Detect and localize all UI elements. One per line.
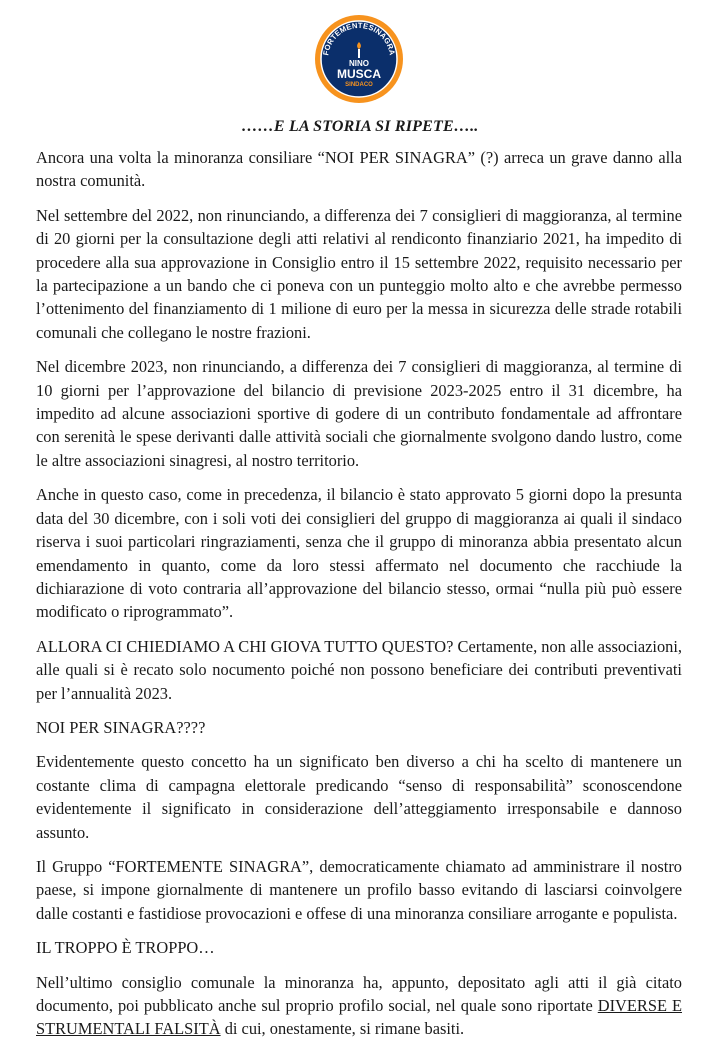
document-title: ……E LA STORIA SI RIPETE….. [241, 118, 479, 135]
paragraph-8: Il Gruppo “FORTEMENTE SINAGRA”, democraticamente chiamato ad amministrare il nostro paese, si impone giornalmente di mantenere un profilo basso evitando di lasciarsi coinvolgere dalle costanti e fastidiose provocazioni e offese di una minoranza consiliare arrogante e populista. [36, 856, 682, 923]
paragraph-10-end: di cui, onestamente, si rimane basiti. [220, 1019, 465, 1039]
campaign-logo [314, 14, 404, 104]
logo-name-first: NINO [349, 59, 369, 68]
paragraph-10 [36, 971, 682, 1041]
paragraph-7: Evidentemente questo concetto ha un significato ben diverso a chi ha scelto di mantenere un costante clima di campagna elettorale predicando “senso di responsabilità” sconoscendone evidentemente il significato in considerazione dell’atteggiamento irresponsabile e dannoso assunto. [36, 752, 682, 842]
paragraph-4: Anche in questo caso, come in precedenza, il bilancio è stato approvato 5 giorni dopo la presunta data del 30 dicembre, con i soli voti dei consiglieri del gruppo di maggioranza ai quali il sindaco riserva i suoi particolari ringraziamenti, senza che il gruppo di minoranza abbia presentato alcun emendamento in quanto, come da loro stessi affermato nel documento che racchiude la dichiarazione di voto contraria all’approvazione del bilancio stesso, ormai “nulla più può essere modificato o riprogrammato”. [36, 485, 682, 622]
paragraph-9: IL TROPPO È TROPPO… [36, 938, 215, 958]
paragraph-6: NOI PER SINAGRA???? [36, 717, 206, 737]
paragraph-10-underlined: DIVERSE E STRUMENTALI FALSITÀ [36, 996, 682, 1039]
paragraph-3: Nel dicembre 2023, non rinunciando, a differenza dei 7 consiglieri di maggioranza, al termine di 10 giorni per l’approvazione del bilancio di previsione 2023-2025 entro il 31 dicembre, ha impedito ad alcune associazioni sportive di godere di un contributo fondamentale ad affrontare con serenità le spese derivanti dalle attività sociali che giornalmente svolgono dando lustro, come le altre associazioni sinagresi, al nostro territorio. [36, 357, 682, 470]
logo-role: SINDACO [345, 82, 373, 88]
paragraph-2: Nel settembre del 2022, non rinunciando, a differenza dei 7 consiglieri di maggioranza, al termine di 20 giorni per la consultazione degli atti relativi al rendiconto finanziario 2021, ha impedito di procedere alla sua approvazione in Consiglio entro il 15 settembre 2022, requisito necessario per la partecipazione a un bando che ci poneva con un punteggio molto alto e che avrebbe permesso l’ottenimento del finanziamento di 1 milione di euro per la messa in sicurezza delle strade rotabili comunali che collegano le nostre frazioni. [36, 205, 682, 342]
logo-name-last: MUSCA [337, 67, 381, 81]
document-body [36, 146, 682, 1052]
paragraph-5: ALLORA CI CHIEDIAMO A CHI GIOVA TUTTO QUESTO? Certamente, non alle associazioni, alle quali si è recato solo nocumento poiché non possono beneficiare dei contributi preventivati per l’annualità 2023. [36, 636, 682, 703]
paragraph-10-start: Nell’ultimo consiglio comunale la minoranza ha, appunto, depositato agli atti il già citato documento, poi pubblicato anche sul proprio profilo social, nel quale sono riportate [36, 972, 682, 1015]
logo-top-text: FORTEMENTESINAGRA [321, 20, 397, 57]
paragraph-1: Ancora una volta la minoranza consiliare “NOI PER SINAGRA” (?) arreca un grave danno alla nostra comunità. [36, 148, 682, 191]
